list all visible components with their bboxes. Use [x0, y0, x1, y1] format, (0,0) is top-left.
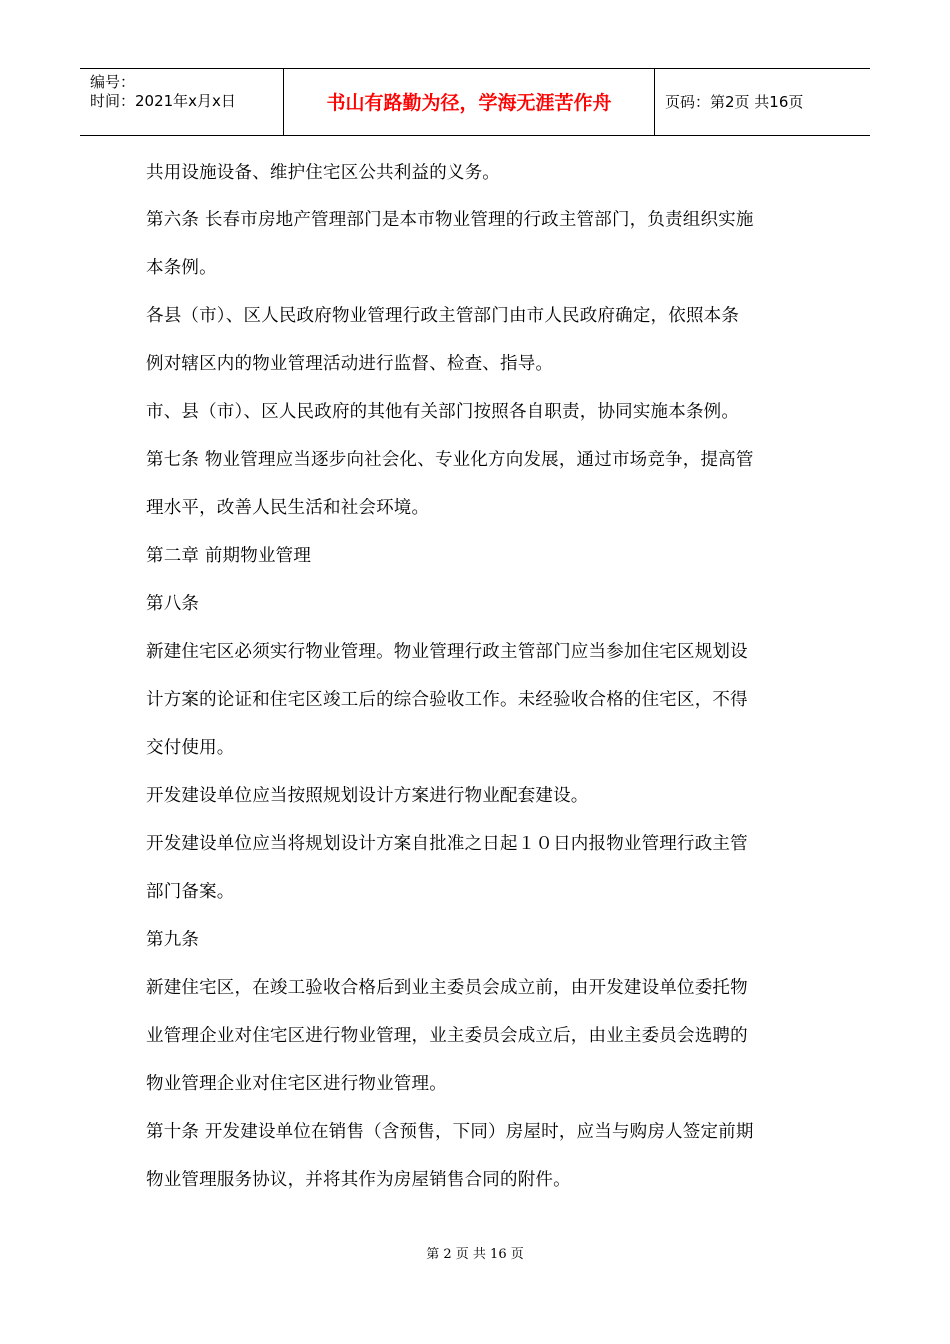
body-line: 新建住宅区必须实行物业管理。物业管理行政主管部门应当参加住宅区规划设: [146, 642, 748, 662]
body-line: 第六条 长春市房地产管理部门是本市物业管理的行政主管部门，负责组织实施: [146, 210, 754, 230]
body-line: 例对辖区内的物业管理活动进行监督、检查、指导。: [146, 354, 554, 374]
body-line: 物业管理服务协议，并将其作为房屋销售合同的附件。: [146, 1170, 571, 1190]
header-meta-cell: [80, 69, 283, 135]
date-text: 时间：2021年x月x日: [90, 92, 236, 110]
body-line: 理水平，改善人民生活和社会环境。: [146, 498, 430, 518]
body-line: 新建住宅区，在竣工验收合格后到业主委员会成立前，由开发建设单位委托物: [146, 978, 748, 998]
serial-number-label: 编号：: [90, 73, 136, 91]
article-heading: 第八条: [146, 594, 200, 614]
document-header: [80, 68, 870, 136]
body-line: 市、县（市）、区人民政府的其他有关部门按照各自职责，协同实施本条例。: [146, 402, 740, 422]
motto-text: 书山有路勤为径，学海无涯苦作舟: [326, 92, 612, 114]
body-line: 开发建设单位应当将规划设计方案自批准之日起１０日内报物业管理行政主管: [146, 834, 748, 854]
body-line: 部门备案。: [146, 882, 235, 902]
body-line: 计方案的论证和住宅区竣工后的综合验收工作。未经验收合格的住宅区，不得: [146, 690, 748, 710]
body-line: 开发建设单位应当按照规划设计方案进行物业配套建设。: [146, 786, 589, 806]
header-motto-cell: [283, 69, 655, 135]
header-page-cell: [655, 69, 870, 135]
body-line: 交付使用。: [146, 738, 235, 758]
article-heading: 第九条: [146, 930, 200, 950]
body-line: 第七条 物业管理应当逐步向社会化、专业化方向发展，通过市场竞争，提高管: [146, 450, 754, 470]
body-line: 物业管理企业对住宅区进行物业管理。: [146, 1074, 447, 1094]
body-line: 共用设施设备、维护住宅区公共利益的义务。: [146, 163, 500, 183]
body-line: 业管理企业对住宅区进行物业管理，业主委员会成立后，由业主委员会选聘的: [146, 1026, 748, 1046]
body-line: 本条例。: [146, 258, 217, 278]
page-footer: 第 2 页 共 16 页: [426, 1247, 524, 1262]
body-line: 第十条 开发建设单位在销售（含预售，下同）房屋时，应当与购房人签定前期: [146, 1122, 754, 1142]
body-line: 各县（市）、区人民政府物业管理行政主管部门由市人民政府确定，依照本条: [146, 306, 740, 326]
chapter-heading: 第二章 前期物业管理: [146, 546, 312, 566]
page-code-text: 页码：第2页 共16页: [665, 93, 804, 111]
